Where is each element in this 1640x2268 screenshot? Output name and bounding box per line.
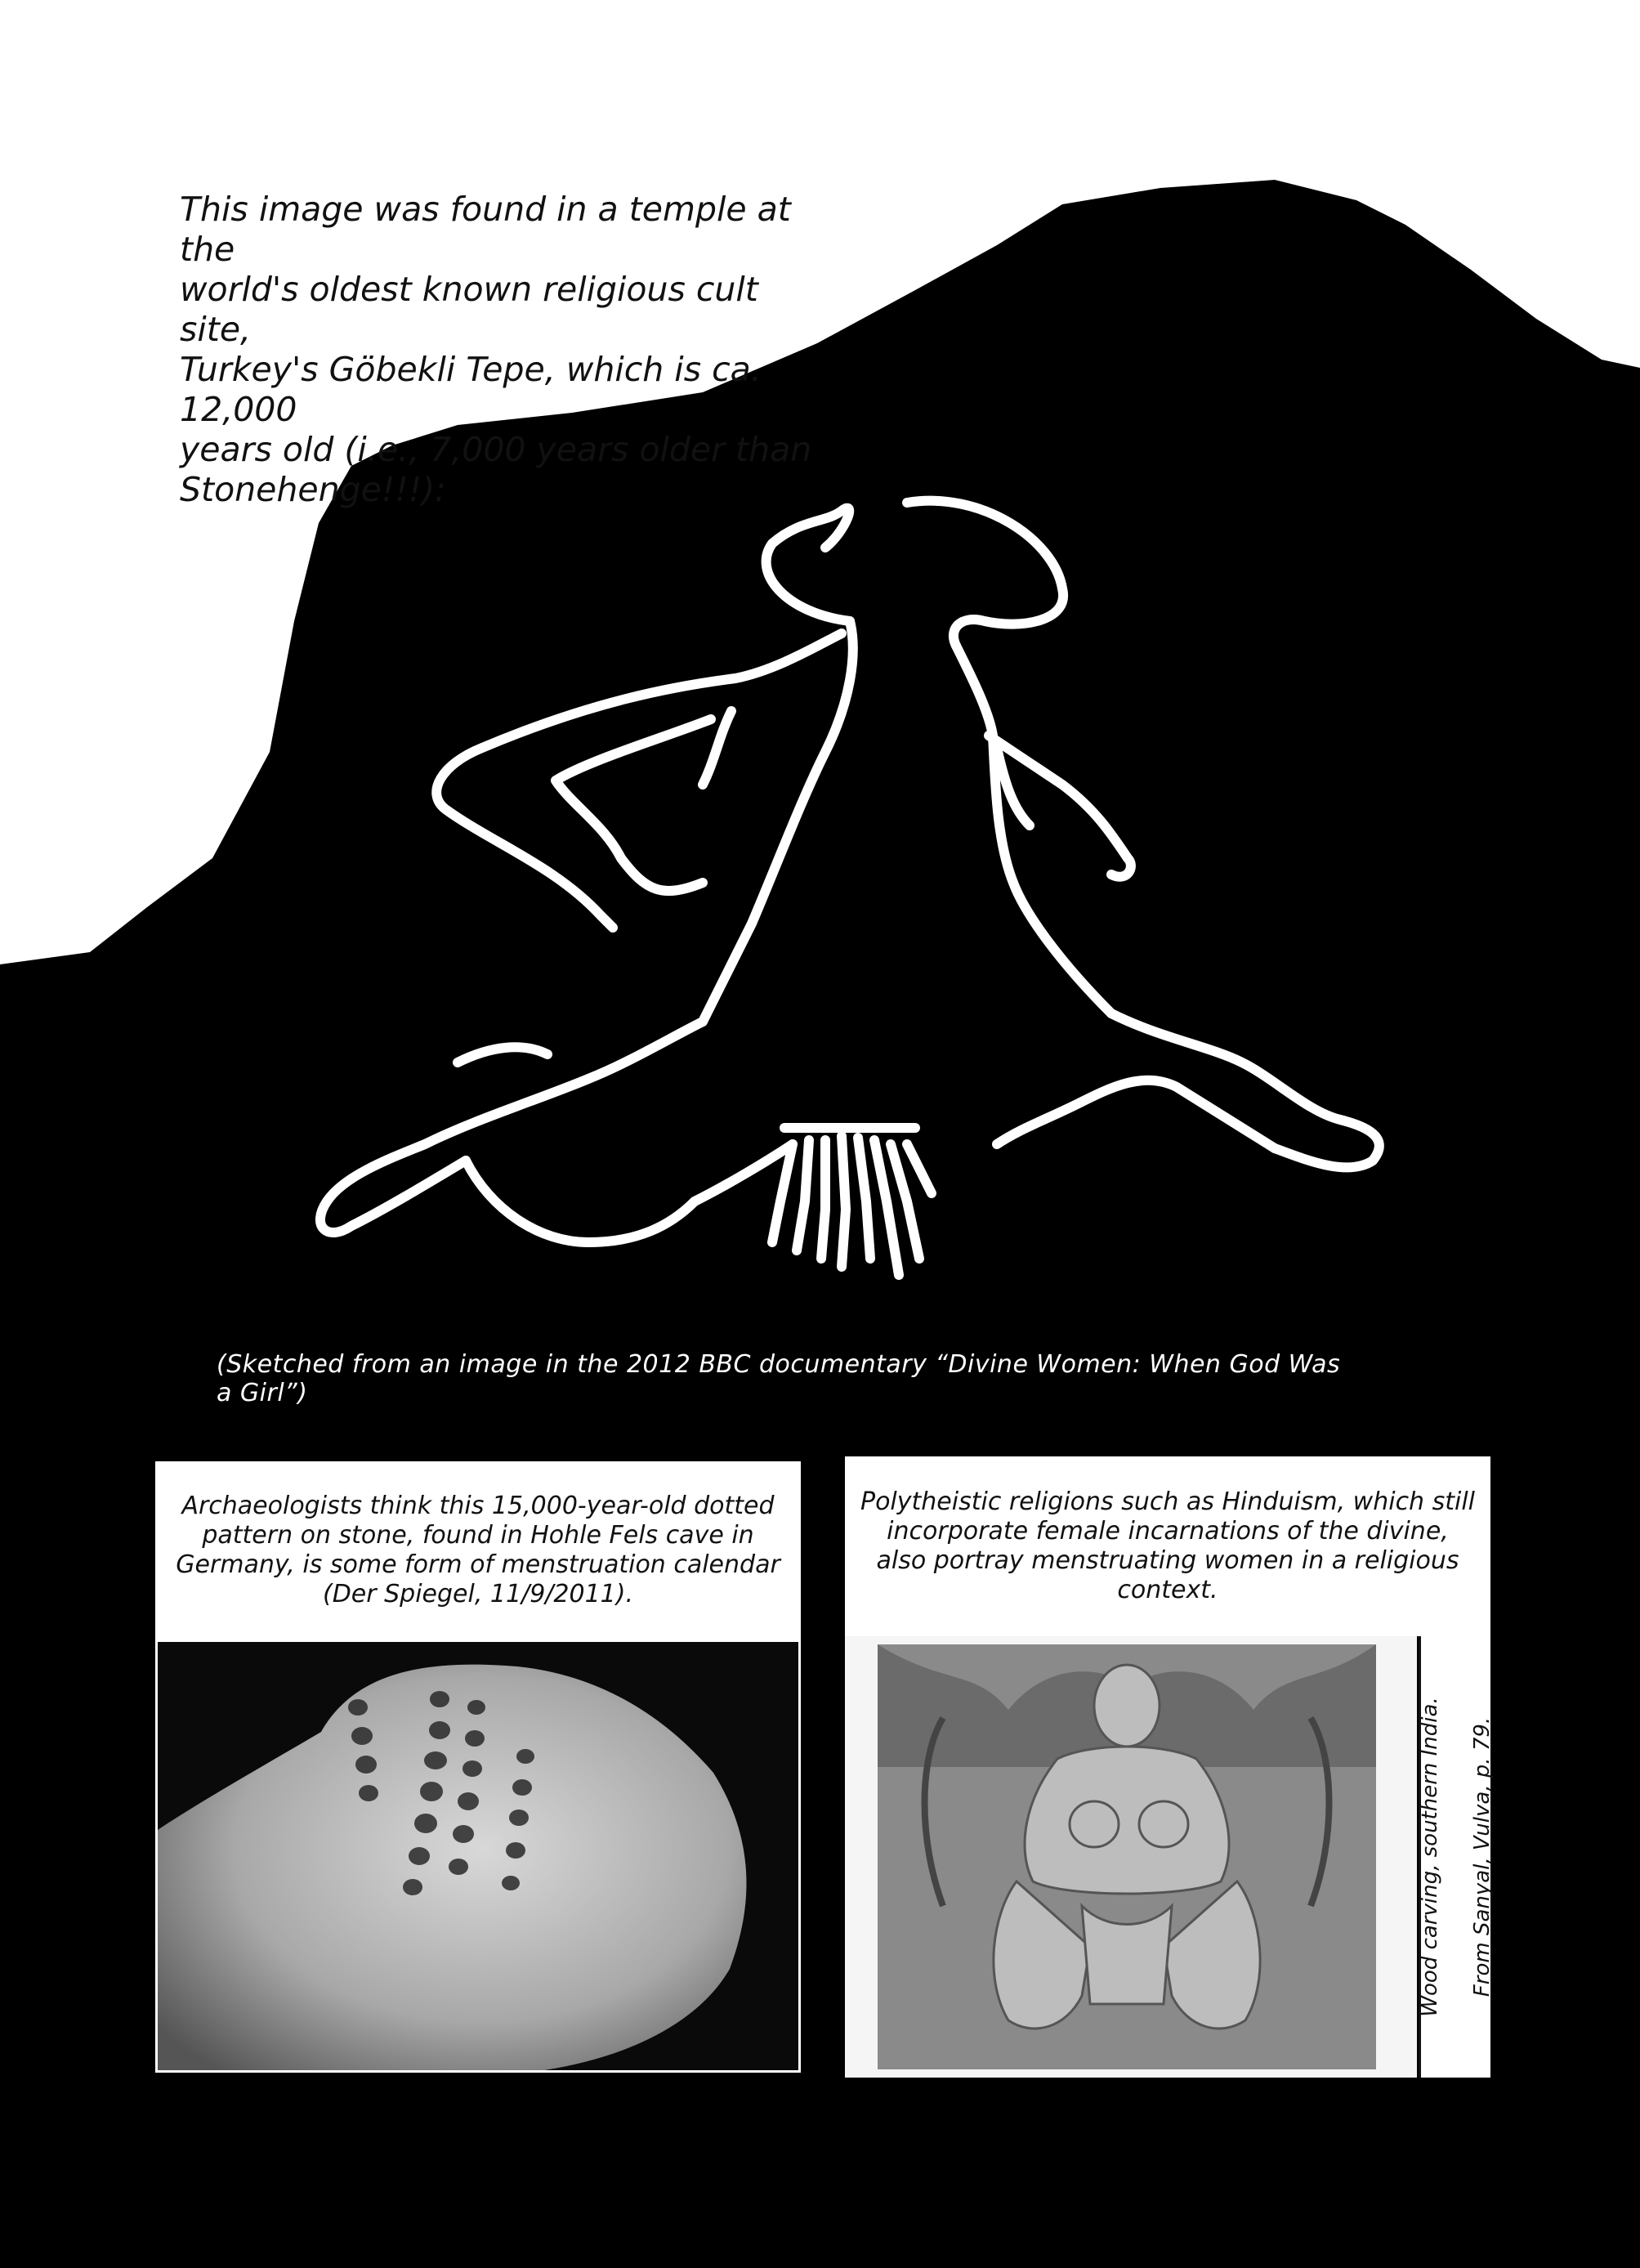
carving-source-line-2: From Sanyal, Vulva, p. 79.	[1469, 1716, 1495, 1997]
figure-credit: (Sketched from an image in the 2012 BBC documentary “Divine Women: When God Was a Girl”)	[217, 1350, 1341, 1407]
right-caption	[845, 1456, 1490, 1636]
right-caption-text: Polytheistic religions such as Hinduism, which still incorporate female incarnations of the divine, also portray menstruating women in a religious context.	[860, 1487, 1476, 1604]
left-caption-text: Archaeologists think this 15,000-year-old dotted pattern on stone, found in Hohle Fels cave in Germany, is some form of menstruation calendar (Der Spiegel, 11/9/2011).	[176, 1492, 780, 1608]
stone-photo	[155, 1639, 801, 2073]
wood-carving-image	[845, 1636, 1417, 2078]
carving-source-line-1: Wood carving, southern India.	[1417, 1697, 1442, 2017]
carving-source-text	[1391, 1644, 1522, 2069]
wood-carving-photo	[845, 1636, 1417, 2078]
intro-text: This image was found in a temple at the world's oldest known religious cult site, Turkey's Göbekli Tepe, which is ca. 12,000 years old (i.e., 7,000 years older than Stonehenge!!!):	[180, 190, 812, 509]
left-caption	[155, 1461, 801, 1639]
dotted-stone-image	[158, 1642, 801, 2073]
carving-source-note	[1417, 1636, 1495, 2078]
